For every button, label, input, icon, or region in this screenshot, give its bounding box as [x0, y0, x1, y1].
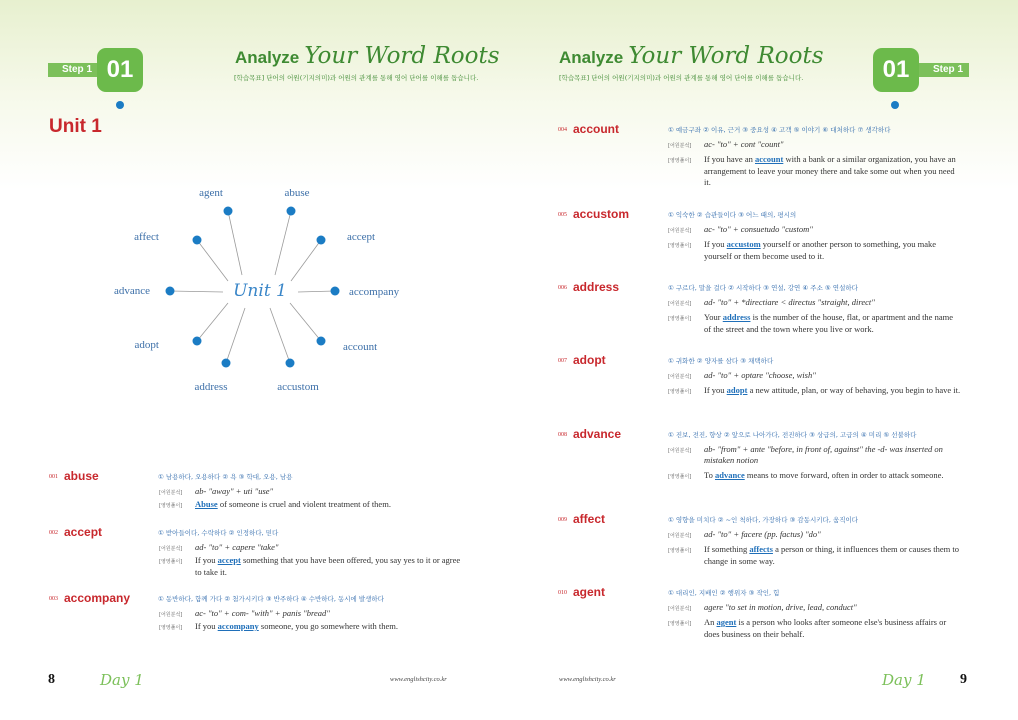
mindmap-word-accustom: accustom	[277, 381, 319, 393]
entry-number: 005	[558, 212, 567, 218]
keyword-highlight: agent	[716, 617, 737, 627]
entry-address	[558, 280, 978, 340]
unit-mindmap	[100, 178, 420, 418]
definition-text: If you have an account with a bank or a similar organization, you have an arrangement to leave your money there and take some out when you need it.	[704, 154, 956, 187]
mindmap-word-advance: advance	[113, 285, 150, 297]
entry-accompany	[49, 591, 469, 636]
etymology-tag: [어원분석]	[668, 606, 692, 612]
mindmap-center: Unit 1	[233, 281, 287, 301]
etymology-tag: [어원분석]	[668, 448, 692, 454]
entry-meaning: ① 귀화한 ② 양자를 삼다 ③ 채택하다	[668, 357, 774, 365]
entry-meaning: ① 진보, 전진, 향상 ② 앞으로 나아가다, 전진하다 ③ 상급의, 고급의 ④ 미리 ⑤ 선불하다	[668, 431, 917, 439]
keyword-highlight: accompany	[217, 621, 259, 631]
etymology-tag: [어원분석]	[668, 301, 692, 307]
entry-word: account	[573, 122, 620, 136]
page-number: 9	[960, 672, 967, 687]
mindmap-dot	[193, 236, 202, 245]
learning-objective: [학습목표] 단어의 어원(기지의미)과 어원의 관계를 통해 영어 단어를 이해를 돕습니다.	[234, 74, 479, 82]
website-url: www.englishcity.co.kr	[559, 676, 616, 683]
etymology-tag: [어원분석]	[668, 143, 692, 149]
keyword-highlight: advance	[714, 470, 745, 480]
mindmap-word-accept: accept	[347, 231, 376, 243]
mindmap-word-agent: agent	[199, 187, 223, 199]
mindmap-dot	[222, 359, 231, 368]
entry-adopt	[558, 353, 978, 413]
entry-agent	[558, 585, 978, 645]
step-dot	[116, 101, 124, 109]
etymology-tag: [어원분석]	[159, 612, 183, 618]
definition-tag: [영영풀이]	[668, 389, 692, 395]
mindmap-dot	[286, 359, 295, 368]
website-url: www.englishcity.co.kr	[390, 676, 447, 683]
mindmap-dot	[166, 287, 175, 296]
entry-meaning: ① 영향을 미치다 ② ~인 척하다, 가장하다 ③ 감동시키다, 움직이다	[668, 516, 859, 524]
definition-text: If you accustom yourself or another person to something, you make yourself or them become used to it.	[704, 239, 937, 261]
title-word-analyze: Analyze	[235, 48, 300, 67]
definition-tag: [영영풀이]	[668, 474, 692, 480]
entry-advance	[558, 427, 978, 502]
title-word-analyze: Analyze	[559, 48, 624, 67]
keyword-highlight: Abuse	[195, 499, 218, 509]
entry-meaning: ① 동반하다, 함께 가다 ② 첨가시키다 ③ 반주하다 ④ 수반하다, 동시에 발생하다	[158, 595, 384, 603]
mindmap-dot	[317, 236, 326, 245]
definition-tag: [영영풀이]	[668, 621, 692, 627]
entry-abuse	[49, 469, 469, 514]
keyword-highlight: adopt	[726, 385, 748, 395]
entry-accept	[49, 525, 469, 580]
entry-word: accept	[64, 525, 103, 539]
etymology-tag: [어원분석]	[159, 490, 183, 496]
definition-tag: [영영풀이]	[668, 158, 692, 164]
entry-number: 002	[49, 530, 58, 536]
etymology-tag: [어원분석]	[159, 546, 183, 552]
etymology-tag: [어원분석]	[668, 533, 692, 539]
title-word-roots: Your Word Roots	[628, 43, 824, 69]
step-label: Step 1	[917, 63, 969, 77]
entry-number: 009	[558, 517, 567, 523]
mindmap-word-accompany: accompany	[349, 286, 400, 298]
entry-word: adopt	[573, 353, 606, 367]
etymology-text: ad- "to" + *directiare < directus "straight, direct"	[704, 297, 875, 307]
entry-number: 006	[558, 285, 567, 291]
entry-affect	[558, 512, 978, 572]
mindmap-word-address: address	[194, 381, 228, 393]
entry-number: 004	[558, 127, 567, 133]
right-page	[509, 0, 1018, 720]
analyze-title	[559, 43, 824, 69]
entry-meaning: ① 예금구좌 ② 이유, 근거 ③ 중요성 ④ 고객 ⑤ 이야기 ⑥ 대처하다 ⑦ 생각하다	[668, 126, 891, 134]
mindmap-dot	[331, 287, 340, 296]
title-word-roots: Your Word Roots	[304, 43, 500, 69]
entry-meaning: ① 받아들이다, 수락하다 ② 인정하다, 믿다	[158, 529, 279, 537]
definition-tag: [영영풀이]	[668, 316, 692, 322]
definition-tag: [영영풀이]	[159, 625, 183, 631]
entry-number: 001	[49, 474, 58, 480]
etymology-text: ad- "to" + facere (pp. factus) "do"	[704, 529, 821, 539]
analyze-title	[235, 43, 500, 69]
definition-tag: [영영풀이]	[159, 503, 183, 509]
step-dot	[891, 101, 899, 109]
etymology-text: ac- "to" + com- "with" + panis "bread"	[195, 608, 330, 618]
entry-word: address	[573, 280, 620, 294]
entry-word: accompany	[64, 591, 131, 605]
entry-number: 008	[558, 432, 567, 438]
definition-text: An agent is a person who looks after someone else's business affairs or does business on their behalf.	[704, 617, 947, 639]
entry-accustom	[558, 207, 978, 267]
keyword-highlight: account	[754, 154, 784, 164]
day-label: Day 1	[100, 671, 144, 689]
etymology-text: ab- "from" + ante "before, in front of, against" the -d- was inserted on mistaken notion	[704, 444, 943, 465]
definition-tag: [영영풀이]	[159, 559, 183, 565]
entry-number: 010	[558, 590, 567, 596]
etymology-tag: [어원분석]	[668, 374, 692, 380]
entry-meaning: ① 대리인, 지배인 ② 행위자 ③ 작인, 힘	[668, 589, 780, 597]
definition-text: Your address is the number of the house, flat, or apartment and the name of the street and the town where you live or work.	[704, 312, 953, 334]
definition-text: To advance means to move forward, often in order to attack someone.	[704, 470, 944, 480]
etymology-tag: [어원분석]	[668, 228, 692, 234]
keyword-highlight: address	[722, 312, 751, 322]
definition-tag: [영영풀이]	[668, 243, 692, 249]
definition-text: If you adopt a new attitude, plan, or way of behaving, you begin to have it.	[704, 385, 961, 395]
learning-objective: [학습목표] 단어의 어원(기지의미)과 어원의 관계를 통해 영어 단어를 이해를 돕습니다.	[559, 74, 804, 82]
etymology-text: ac- "to" + cont "count"	[704, 139, 784, 149]
mindmap-word-abuse: abuse	[284, 187, 310, 199]
keyword-highlight: accept	[217, 555, 241, 565]
definition-text: If you accompany someone, you go somewhere with them.	[195, 621, 399, 631]
step-number: 01	[97, 48, 143, 92]
etymology-text: ad- "to" + capere "take"	[195, 542, 279, 552]
mindmap-dot	[224, 207, 233, 216]
step-label: Step 1	[48, 63, 106, 77]
definition-text: If something affects a person or thing, it influences them or causes them to change in some way.	[704, 544, 959, 566]
mindmap-word-account: account	[343, 341, 378, 353]
entry-word: abuse	[64, 469, 99, 483]
etymology-text: ab- "away" + uti "use"	[195, 486, 274, 496]
entry-number: 003	[49, 596, 58, 602]
day-label: Day 1	[882, 671, 926, 689]
mindmap-word-affect: affect	[134, 231, 159, 243]
entry-word: affect	[573, 512, 606, 526]
etymology-text: ad- "to" + optare "choose, wish"	[704, 370, 816, 380]
keyword-highlight: accustom	[726, 239, 761, 249]
entry-word: advance	[573, 427, 622, 441]
unit-title: Unit 1	[49, 116, 102, 137]
keyword-highlight: affects	[749, 544, 773, 554]
entry-word: accustom	[573, 207, 630, 221]
mindmap-word-adopt: adopt	[134, 339, 159, 351]
etymology-text: agere "to set in motion, drive, lead, conduct"	[704, 602, 857, 612]
mindmap-dot	[193, 337, 202, 346]
mindmap-dot	[287, 207, 296, 216]
page-number: 8	[48, 672, 55, 687]
entry-meaning: ① 익숙한 ② 습관들이다 ③ 어느 때의, 평시의	[668, 211, 797, 219]
entry-number: 007	[558, 358, 567, 364]
entry-word: agent	[573, 585, 606, 599]
definition-tag: [영영풀이]	[668, 548, 692, 554]
step-number: 01	[873, 48, 919, 92]
etymology-text: ac- "to" + consuetudo "custom"	[704, 224, 813, 234]
entry-meaning: ① 남용하다, 오용하다 ② 욕 ③ 학대, 오용, 남용	[158, 473, 293, 481]
definition-text: Abuse of someone is cruel and violent treatment of them.	[195, 499, 391, 509]
entry-meaning: ① 구르다, 말을 걸다 ② 시작하다 ③ 연설, 강연 ④ 주소 ⑤ 연설하다	[668, 284, 858, 292]
mindmap-dot	[317, 337, 326, 346]
entry-account	[558, 122, 978, 197]
definition-text: If you accept something that you have been offered, you say yes to it or agree to take it.	[195, 555, 461, 577]
